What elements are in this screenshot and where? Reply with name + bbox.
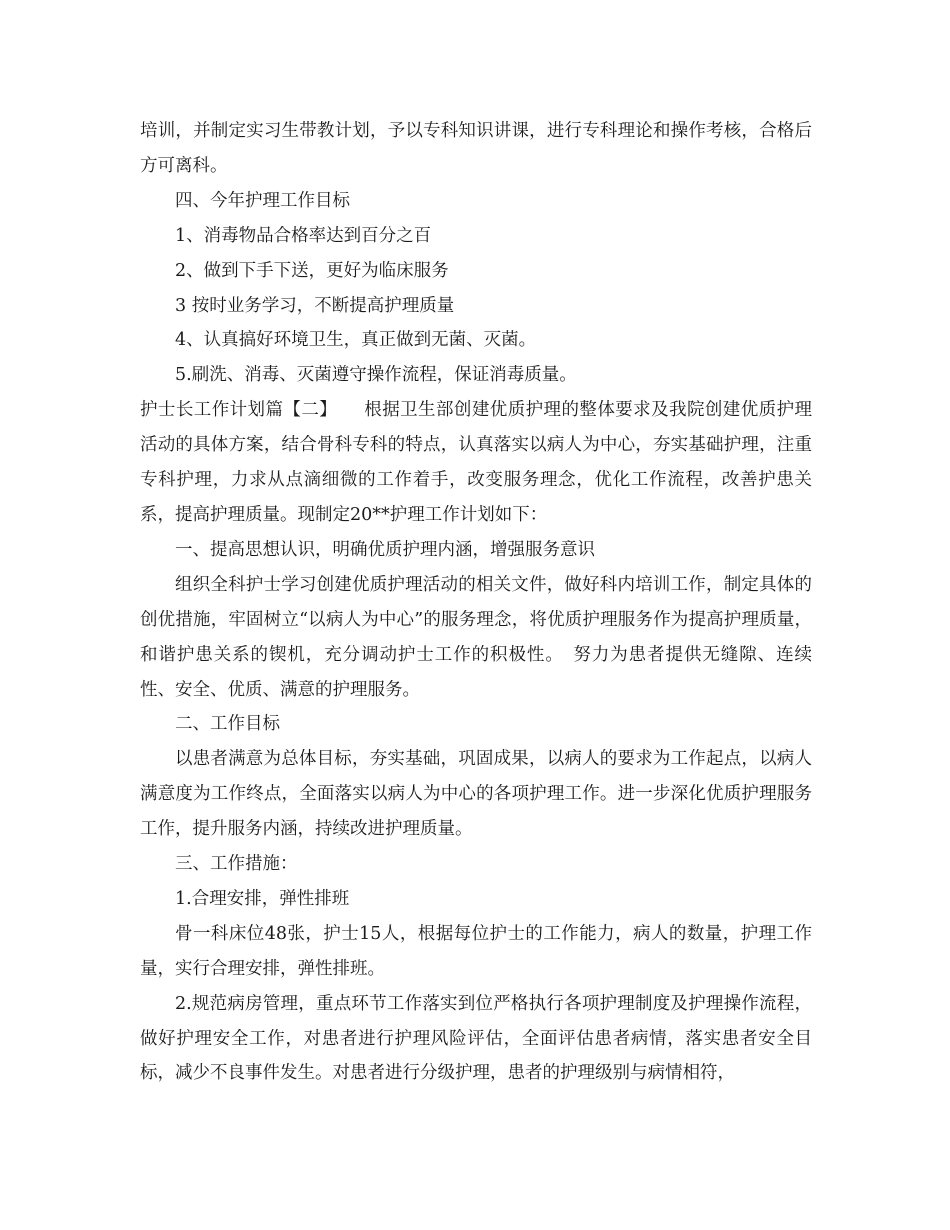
section-heading: 二、工作目标: [175, 714, 280, 735]
paragraph: 护士长工作计划篇【二】 根据卫生部创建优质护理的整体要求及我院创建优质护理活动的具体方案，结合骨科专科的特点，认真落实以病人为中心，夯实基础护理，注重专科护理，力求从点滴细微的工作着手，改变服务理念，优化工作流程，改善护患关系，提高护理质量。现制定20**护理工作计划如下：: [140, 400, 812, 525]
list-item: 1、消毒物品合格率达到百分之百: [175, 225, 432, 246]
list-item: 3 按时业务学习，不断提高护理质量: [175, 295, 455, 316]
section-heading: 四、今年护理工作目标: [175, 190, 350, 211]
paragraph: 骨一科床位48张，护士15人，根据每位护士的工作能力，病人的数量，护理工作量，实行合理安排，弹性排班。: [140, 923, 812, 979]
list-item: 5.刷洗、消毒、灭菌遵守操作流程，保证消毒质量。: [175, 365, 577, 386]
section-heading: 三、工作措施：: [175, 854, 298, 875]
section-heading: 一、提高思想认识，明确优质护理内涵，增强服务意识: [175, 539, 595, 560]
list-item: 2、做到下手下送，更好为临床服务: [175, 260, 449, 281]
subsection-heading: 1.合理安排，弹性排班: [175, 888, 350, 909]
paragraph: 组织全科护士学习创建优质护理活动的相关文件，做好科内培训工作，制定具体的创优措施，牢固树立“以病人为中心”的服务理念，将优质护理服务作为提高护理质量，和谐护患关系的锲机，充分调动护士工作的积极性。 努力为患者提供无缝隙、连续性、安全、优质、满意的护理服务。: [140, 574, 812, 700]
paragraph: 以患者满意为总体目标，夯实基础，巩固成果，以病人的要求为工作起点，以病人满意度为工作终点，全面落实以病人为中心的各项护理工作。进一步深化优质护理服务工作，提升服务内涵，持续改进护理质量。: [140, 749, 812, 840]
paragraph: 2.规范病房管理，重点环节工作落实到位严格执行各项护理制度及护理操作流程，做好护理安全工作，对患者进行护理风险评估，全面评估患者病情，落实患者安全目标，减少不良事件发生。对患者进行分级护理，患者的护理级别与病情相符，: [140, 993, 812, 1084]
document-body: [140, 114, 812, 1091]
paragraph: 培训，并制定实习生带教计划，予以专科知识讲课，进行专科理论和操作考核，合格后方可离科。: [140, 121, 812, 176]
list-item: 4、认真搞好环境卫生，真正做到无菌、灭菌。: [175, 330, 537, 351]
